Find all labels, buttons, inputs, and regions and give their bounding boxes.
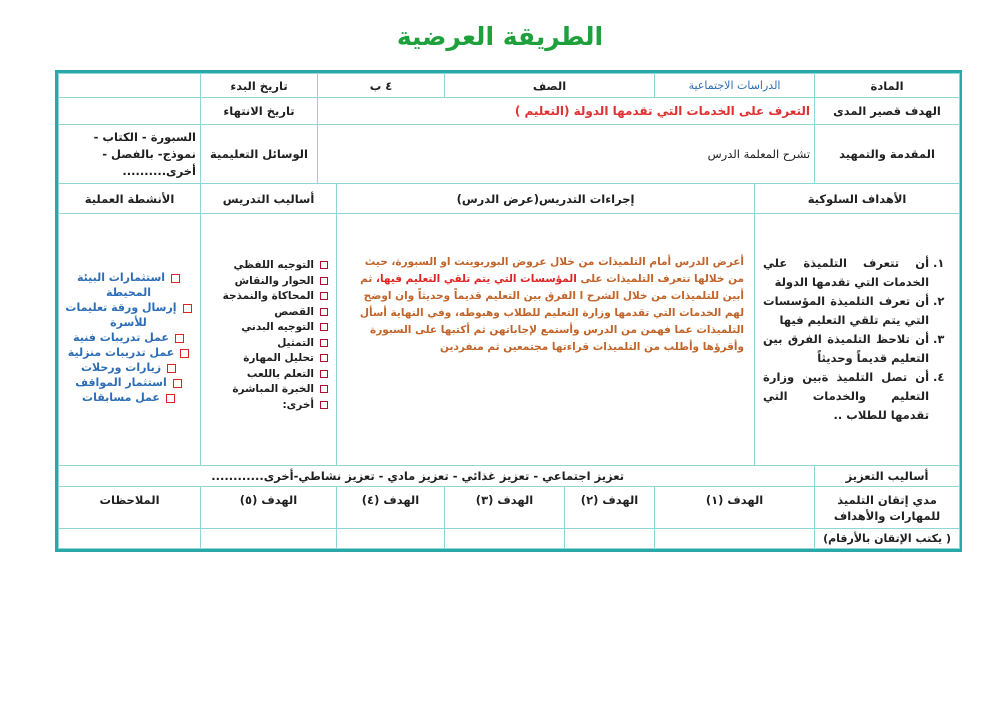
method-checkbox[interactable] [320,261,328,269]
end-date-value [59,98,201,125]
method-checkbox[interactable] [320,339,328,347]
method-item [205,367,328,383]
method-checkbox[interactable] [320,401,328,409]
mastery-goal-2: الهدف (٢) [565,487,655,529]
activity-label: إرسال ورقة تعليمات للأسرة [65,301,177,329]
procedure-part3: ، وفي النهاية أسأل التلميذات عما فهمن من الدرس وأستمع لإجاباتهن ثم أكتبها على السبورة وأقرؤها وأطلب من التلميذات قراءتها مجتمعين ثم منفردين [359,307,745,353]
activity-label: عمل مسابقات [82,391,160,404]
method-item [205,305,328,321]
goals-list [763,254,951,425]
start-date-label: تاريخ البدء [201,74,318,98]
mastery-notes: الملاحظات [59,487,201,529]
method-item [205,351,328,367]
method-label: تحليل المهارة [243,352,314,364]
mastery-numbers-label: ( يكتب الإتقان بالأرقام) [815,529,960,549]
methods-header: أساليب التدريس [201,184,337,214]
method-item [205,274,328,290]
activity-item [63,345,194,360]
procedure-highlight2: الخدمات التي تقدمها وزارة التعليم للطلاب وهبوطه [458,307,722,319]
activity-label: عمل تدريبات فنية [73,331,169,344]
mastery-notes-input[interactable] [59,529,201,549]
procedure-part2: ثم أبين للتلميذات من خلال الشرح ا الفرق بين التعليم قديماً وحديثاً وان اوضح لهم [360,273,745,319]
mastery-goal-5: الهدف (٥) [201,487,337,529]
activity-label: استثمار المواقف [75,376,167,389]
goal-item: 4. أن تصل التلميذ ةبين وزارة التعليم والخدمات التي تقدمها للطلاب .. [763,368,929,425]
methods-list [205,258,328,413]
procedure-highlight1: المؤسسات التي يتم تلقي التعليم فيها، [375,273,577,285]
activity-checkbox[interactable] [183,304,192,313]
method-checkbox[interactable] [320,292,328,300]
behavioral-goals-header: الأهداف السلوكية [755,184,960,214]
method-item [205,258,328,274]
reinforcement-label: أساليب التعزيز [815,466,960,487]
method-checkbox[interactable] [320,385,328,393]
activity-label: زيارات ورحلات [80,361,162,374]
class-value: ٤ ب [318,74,445,98]
activities-header: الأنشطة العملية [59,184,201,214]
method-checkbox[interactable] [320,323,328,331]
page-title: الطريقة العرضية [396,22,604,51]
activity-item [63,360,194,375]
activity-item [63,270,194,300]
mastery-label: مدي إتقان التلميذ للمهارات والأهداف [815,487,960,529]
short-goal-label: الهدف قصير المدى [815,98,960,125]
method-item [205,336,328,352]
activity-checkbox[interactable] [166,394,175,403]
class-label: الصف [445,74,655,98]
intro-value: تشرح المعلمة الدرس [318,125,815,184]
method-item [205,320,328,336]
method-label: أخرى: [282,398,314,411]
activities-cell [59,214,201,466]
mastery-goal-4: الهدف (٤) [337,487,445,529]
method-label: الحوار والنقاش [234,274,314,287]
method-checkbox[interactable] [320,370,328,378]
end-date-label: تاريخ الانتهاء [201,98,318,125]
mastery-goal-3-input[interactable] [445,529,565,549]
method-item [205,382,328,398]
subject-label: المادة [815,74,960,98]
start-date-value [59,74,201,98]
method-label: التمثيل [277,336,314,349]
mastery-goal-1: الهدف (١) [655,487,815,529]
method-label: التعلم باللعب [246,367,314,380]
method-checkbox[interactable] [320,308,328,316]
activities-list [63,270,194,405]
mastery-goal-3: الهدف (٣) [445,487,565,529]
reinforcement-value: تعزيز اجتماعي - تعزيز غذائي - تعزيز مادي - تعزيز نشاطي-أخرى............ [59,466,815,487]
activity-item [63,375,194,390]
subject-value: الدراسات الاجتماعية [655,74,815,98]
procedures-cell [337,214,755,466]
methods-cell [201,214,337,466]
goal-item: 1. أن تتعرف التلميذة علي الخدمات التي تقدمها الدولة [763,254,929,292]
mastery-goal-2-input[interactable] [565,529,655,549]
activity-checkbox[interactable] [167,364,176,373]
method-item [205,398,328,414]
activity-checkbox[interactable] [173,379,182,388]
behavioral-goals-cell [755,214,960,466]
lesson-plan-table [55,70,962,552]
method-checkbox[interactable] [320,277,328,285]
activity-item [63,300,194,330]
short-goal-value: التعرف على الخدمات التي تقدمها الدولة (التعليم ) [318,98,815,125]
aids-label: الوسائل التعليمية [201,125,318,184]
method-label: التوجيه اللفظي [233,259,314,271]
method-checkbox[interactable] [320,354,328,362]
activity-label: عمل تدريبات منزلية [67,346,175,359]
procedures-header: إجراءات التدريس(عرض الدرس) [337,184,755,214]
activity-checkbox[interactable] [180,349,189,358]
activity-item [63,390,194,405]
goal-item: 3. أن تلاحظ التلميذة الفرق بين التعليم قديماً وحديثاً [763,330,929,368]
method-item [205,289,328,305]
mastery-goal-1-input[interactable] [655,529,815,549]
goal-item: 2. أن تعرف التلميذة المؤسسات التي يتم تلقي التعليم فيها [763,292,929,330]
method-label: الخبرة المباشرة [232,383,314,395]
procedure-text [349,254,744,356]
method-label: التوجيه البدني [241,321,314,333]
mastery-goal-5-input[interactable] [201,529,337,549]
activity-label: استثمارات البيئة المحيطة [76,271,166,299]
mastery-goal-4-input[interactable] [337,529,445,549]
activity-item [63,330,194,345]
method-label: المحاكاة والنمذجة [222,290,314,302]
activity-checkbox[interactable] [175,334,184,343]
method-label: القصص [274,305,314,318]
intro-label: المقدمة والتمهيد [815,125,960,184]
activity-checkbox[interactable] [171,274,180,283]
aids-value: السبورة - الكتاب - نموذج- بالفصل - أخرى.......... [59,125,201,184]
procedure-part1: أعرض الدرس أمام التلميذات من خلال عروض البوربوينت او السبورة، حيث من خلالها تتعرف التلميذات على [364,256,745,285]
